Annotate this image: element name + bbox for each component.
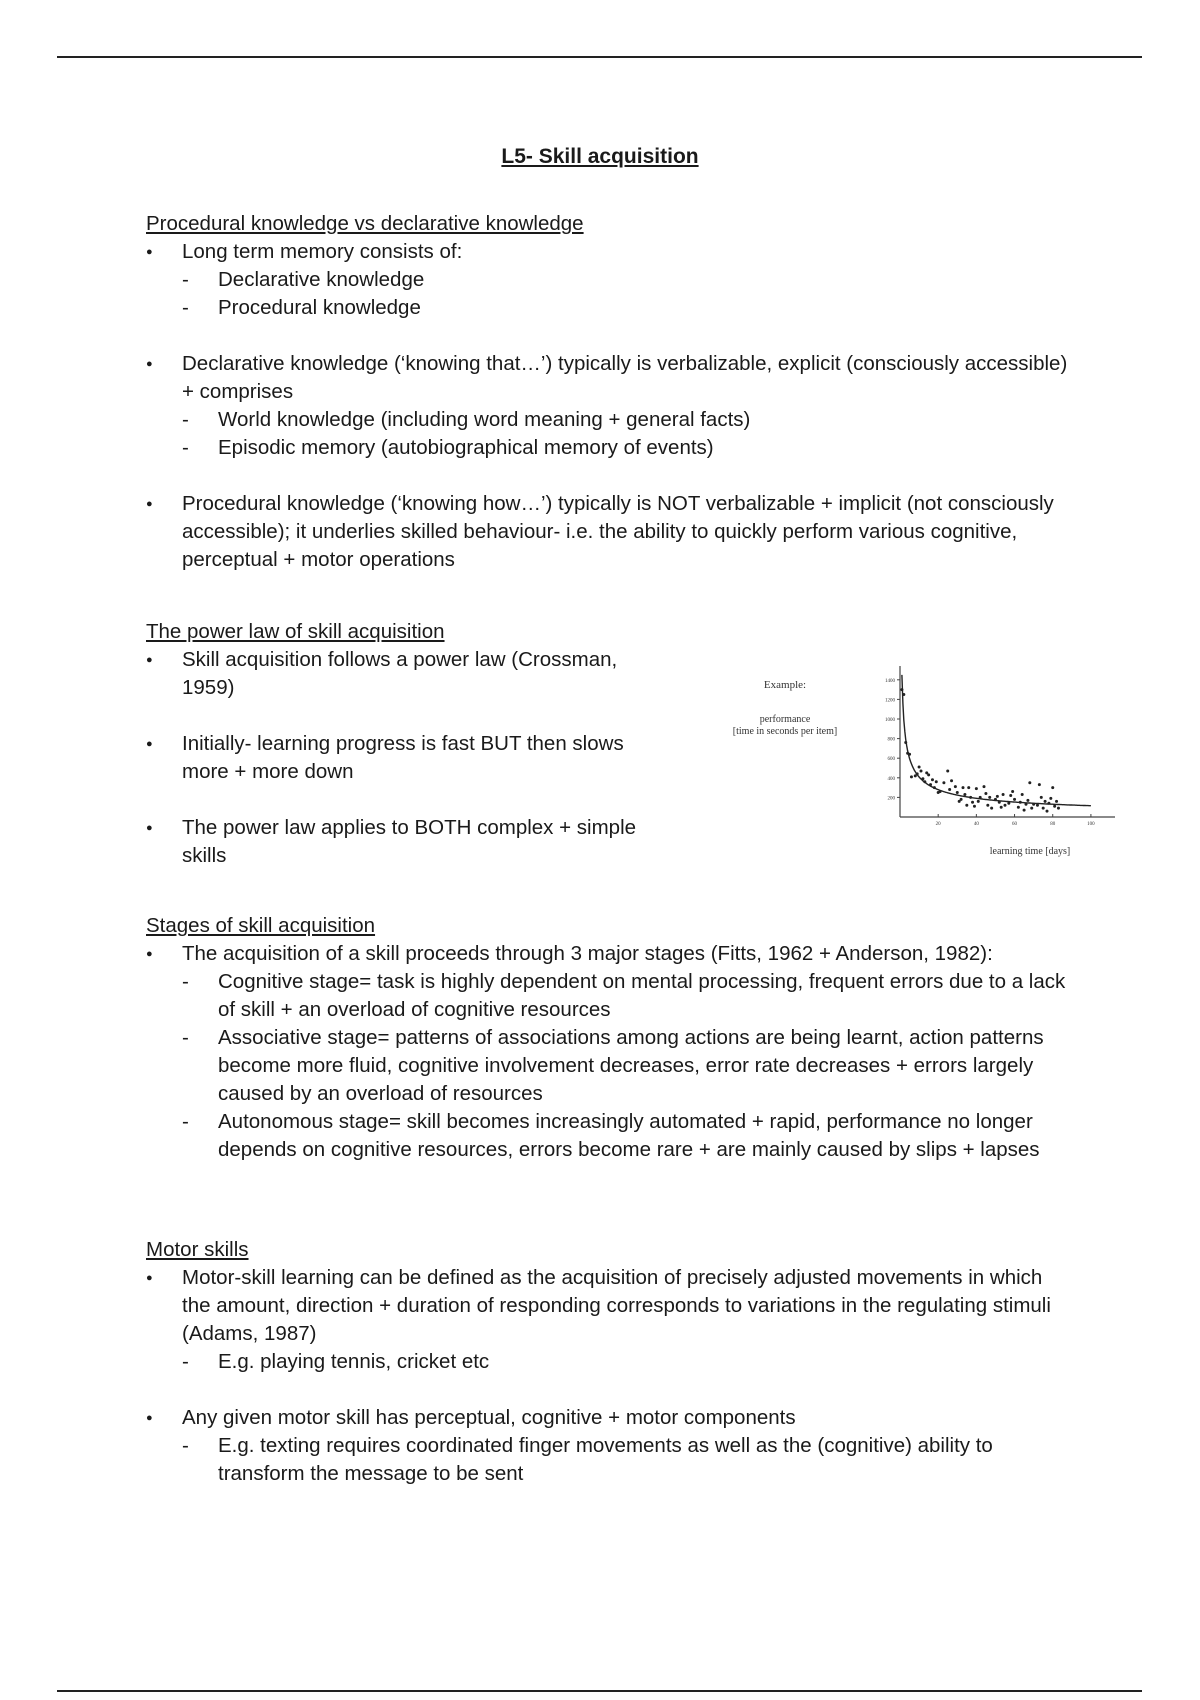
dash-icon: - — [182, 408, 189, 431]
top-rule — [57, 56, 1142, 58]
bullet-item — [146, 940, 1076, 968]
bullet-icon: ● — [146, 738, 153, 750]
dash-icon: - — [182, 1110, 189, 1133]
y-tick-label: 400 — [887, 776, 895, 782]
bullet-text: Declarative knowledge (‘knowing that…’) typically is verbalizable, explicit (consciously accessible) + comprises — [182, 352, 1068, 403]
bullet-text: Any given motor skill has perceptual, cognitive + motor components — [182, 1406, 796, 1429]
x-tick-label: 80 — [1050, 822, 1056, 827]
data-point — [1000, 806, 1003, 809]
data-point — [1038, 783, 1041, 786]
power-law-chart — [715, 662, 1120, 862]
y-tick-label: 800 — [887, 737, 895, 743]
bullet-item — [146, 814, 666, 870]
x-tick-label: 100 — [1087, 822, 1095, 827]
bullet-icon: ● — [146, 246, 153, 258]
section-1 — [146, 618, 666, 870]
sub-item-text: Declarative knowledge — [218, 268, 425, 291]
data-point — [1053, 805, 1056, 808]
bullet-text: Motor-skill learning can be defined as the acquisition of precisely adjusted movements in which the amount, direction + duration of responding corresponds to variations in the regulating stimuli (Adams, 1987) — [182, 1266, 1051, 1345]
data-point — [998, 801, 1001, 804]
data-point — [950, 779, 953, 782]
data-point — [956, 791, 959, 794]
sub-item — [146, 1024, 1076, 1108]
chart-ylabel-line2: [time in seconds per item] — [732, 726, 838, 737]
dash-icon: - — [182, 296, 189, 319]
bottom-rule — [57, 1690, 1142, 1692]
data-point — [1042, 807, 1045, 810]
data-point — [939, 790, 942, 793]
data-point — [1040, 796, 1043, 799]
data-point — [977, 800, 980, 803]
bullet-text: Procedural knowledge (‘knowing how…’) typically is NOT verbalizable + implicit (not consciously accessible); it underlies skilled behaviour- i.e. the ability to quickly perform various cognitive, perceptual + motor operations — [182, 492, 1054, 571]
data-point — [904, 741, 907, 744]
data-point — [1026, 799, 1029, 802]
bullet-icon: ● — [146, 1272, 153, 1284]
sub-item — [146, 294, 1076, 322]
data-point — [979, 796, 982, 799]
dash-icon: - — [182, 1026, 189, 1049]
data-point — [942, 781, 945, 784]
chart-title: Example: — [763, 679, 807, 691]
data-point — [965, 804, 968, 807]
bullet-item — [146, 490, 1076, 574]
sub-item-text: E.g. playing tennis, cricket etc — [218, 1350, 490, 1373]
section-heading: Stages of skill acquisition — [146, 914, 376, 937]
bullet-text: The acquisition of a skill proceeds through 3 major stages (Fitts, 1962 + Anderson, 1982): — [182, 942, 993, 965]
data-point — [1009, 794, 1012, 797]
data-point — [1044, 800, 1047, 803]
y-tick-label: 600 — [887, 757, 895, 763]
dash-icon: - — [182, 1434, 189, 1457]
chart-ylabel-line1: performance — [759, 714, 811, 725]
data-point — [996, 795, 999, 798]
data-point — [988, 796, 991, 799]
section-2 — [146, 912, 1076, 1164]
sub-item — [146, 266, 1076, 294]
dash-icon: - — [182, 1350, 189, 1373]
sub-item-text: Autonomous stage= skill becomes increasingly automated + rapid, performance no longer depends on cognitive resources, errors become rare + are mainly caused by slips + lapses — [218, 1110, 1040, 1161]
data-point — [1021, 793, 1024, 796]
data-point — [1032, 803, 1035, 806]
dash-icon: - — [182, 268, 189, 291]
data-point — [1051, 786, 1054, 789]
data-point — [975, 787, 978, 790]
section-heading: Procedural knowledge vs declarative knowledge — [146, 212, 584, 235]
data-point — [948, 788, 951, 791]
data-point — [921, 777, 924, 780]
data-point — [971, 801, 974, 804]
bullet-icon: ● — [146, 358, 153, 370]
data-point — [927, 773, 930, 776]
x-tick-label: 20 — [935, 822, 941, 827]
bullet-icon: ● — [146, 654, 153, 666]
data-point — [1046, 810, 1049, 813]
sub-item-text: E.g. texting requires coordinated finger movements as well as the (cognitive) ability to transform the message to be sent — [218, 1434, 993, 1485]
data-point — [918, 766, 921, 769]
data-point — [983, 785, 986, 788]
dash-icon: - — [182, 436, 189, 459]
data-point — [1023, 809, 1026, 812]
x-tick-label: 60 — [1012, 822, 1018, 827]
data-point — [1025, 803, 1028, 806]
bullet-icon: ● — [146, 948, 153, 960]
section-heading: The power law of skill acquisition — [146, 620, 445, 643]
document-title: L5- Skill acquisition — [501, 145, 699, 168]
bullet-item — [146, 730, 666, 786]
dash-icon: - — [182, 970, 189, 993]
data-point — [984, 792, 987, 795]
data-point — [900, 688, 903, 691]
y-tick-label: 200 — [887, 796, 895, 802]
section-3 — [146, 1236, 1076, 1488]
data-point — [969, 796, 972, 799]
data-point — [1011, 790, 1014, 793]
y-tick-label: 1200 — [885, 698, 895, 704]
data-point — [963, 793, 966, 796]
data-point — [1004, 804, 1007, 807]
sub-item-text: Associative stage= patterns of associations among actions are being learnt, action patterns become more fluid, cognitive involvement decreases, error rate decreases + errors largely caused by an overload of resources — [218, 1026, 1044, 1105]
data-point — [1017, 806, 1020, 809]
bullet-item — [146, 646, 666, 702]
data-point — [962, 786, 965, 789]
sub-item — [146, 406, 1076, 434]
data-point — [920, 769, 923, 772]
sub-item-text: Cognitive stage= task is highly dependent on mental processing, frequent errors due to a lack of skill + an overload of cognitive resources — [218, 970, 1066, 1021]
data-point — [1019, 801, 1022, 804]
data-point — [1036, 804, 1039, 807]
data-point — [1057, 807, 1060, 810]
sub-item — [146, 434, 1076, 462]
sub-item-text: Procedural knowledge — [218, 296, 421, 319]
data-point — [1007, 802, 1010, 805]
sub-item — [146, 1108, 1076, 1164]
data-point — [910, 775, 913, 778]
data-point — [933, 786, 936, 789]
section-heading: Motor skills — [146, 1238, 249, 1261]
y-tick-label: 1400 — [885, 678, 895, 684]
data-point — [935, 780, 938, 783]
data-point — [1028, 781, 1031, 784]
section-0 — [146, 210, 1076, 574]
bullet-text: The power law applies to BOTH complex + simple skills — [182, 816, 637, 867]
data-point — [1049, 797, 1052, 800]
bullet-text: Initially- learning progress is fast BUT then slows more + more down — [182, 732, 624, 783]
data-point — [946, 769, 949, 772]
bullet-icon: ● — [146, 822, 153, 834]
data-point — [1013, 798, 1016, 801]
sub-item — [146, 968, 1076, 1024]
sub-item — [146, 1348, 1076, 1376]
bullet-item — [146, 238, 1076, 266]
data-point — [973, 805, 976, 808]
data-point — [1002, 793, 1005, 796]
data-point — [916, 772, 919, 775]
y-tick-label: 1000 — [885, 718, 895, 723]
data-point — [902, 693, 905, 696]
bullet-icon: ● — [146, 498, 153, 510]
data-point — [908, 753, 911, 756]
data-point — [1055, 800, 1058, 803]
sub-item — [146, 1432, 1076, 1488]
sub-item-text: World knowledge (including word meaning + general facts) — [218, 408, 751, 431]
data-point — [929, 783, 932, 786]
bullet-text: Skill acquisition follows a power law (Crossman, 1959) — [182, 648, 618, 699]
data-point — [954, 785, 957, 788]
data-point — [931, 778, 934, 781]
bullet-item — [146, 1264, 1076, 1348]
data-point — [986, 804, 989, 807]
x-tick-label: 40 — [973, 822, 979, 827]
data-point — [990, 807, 993, 810]
bullet-icon: ● — [146, 1412, 153, 1424]
data-point — [967, 786, 970, 789]
chart-marks — [900, 675, 1090, 813]
bullet-item — [146, 1404, 1076, 1432]
bullet-item — [146, 350, 1076, 406]
chart-xlabel: learning time [days] — [989, 846, 1071, 857]
sub-item-text: Episodic memory (autobiographical memory of events) — [218, 436, 714, 459]
bullet-text: Long term memory consists of: — [182, 240, 463, 263]
data-point — [994, 798, 997, 801]
data-point — [960, 798, 963, 801]
data-point — [1047, 802, 1050, 805]
data-point — [1030, 807, 1033, 810]
data-point — [923, 780, 926, 783]
